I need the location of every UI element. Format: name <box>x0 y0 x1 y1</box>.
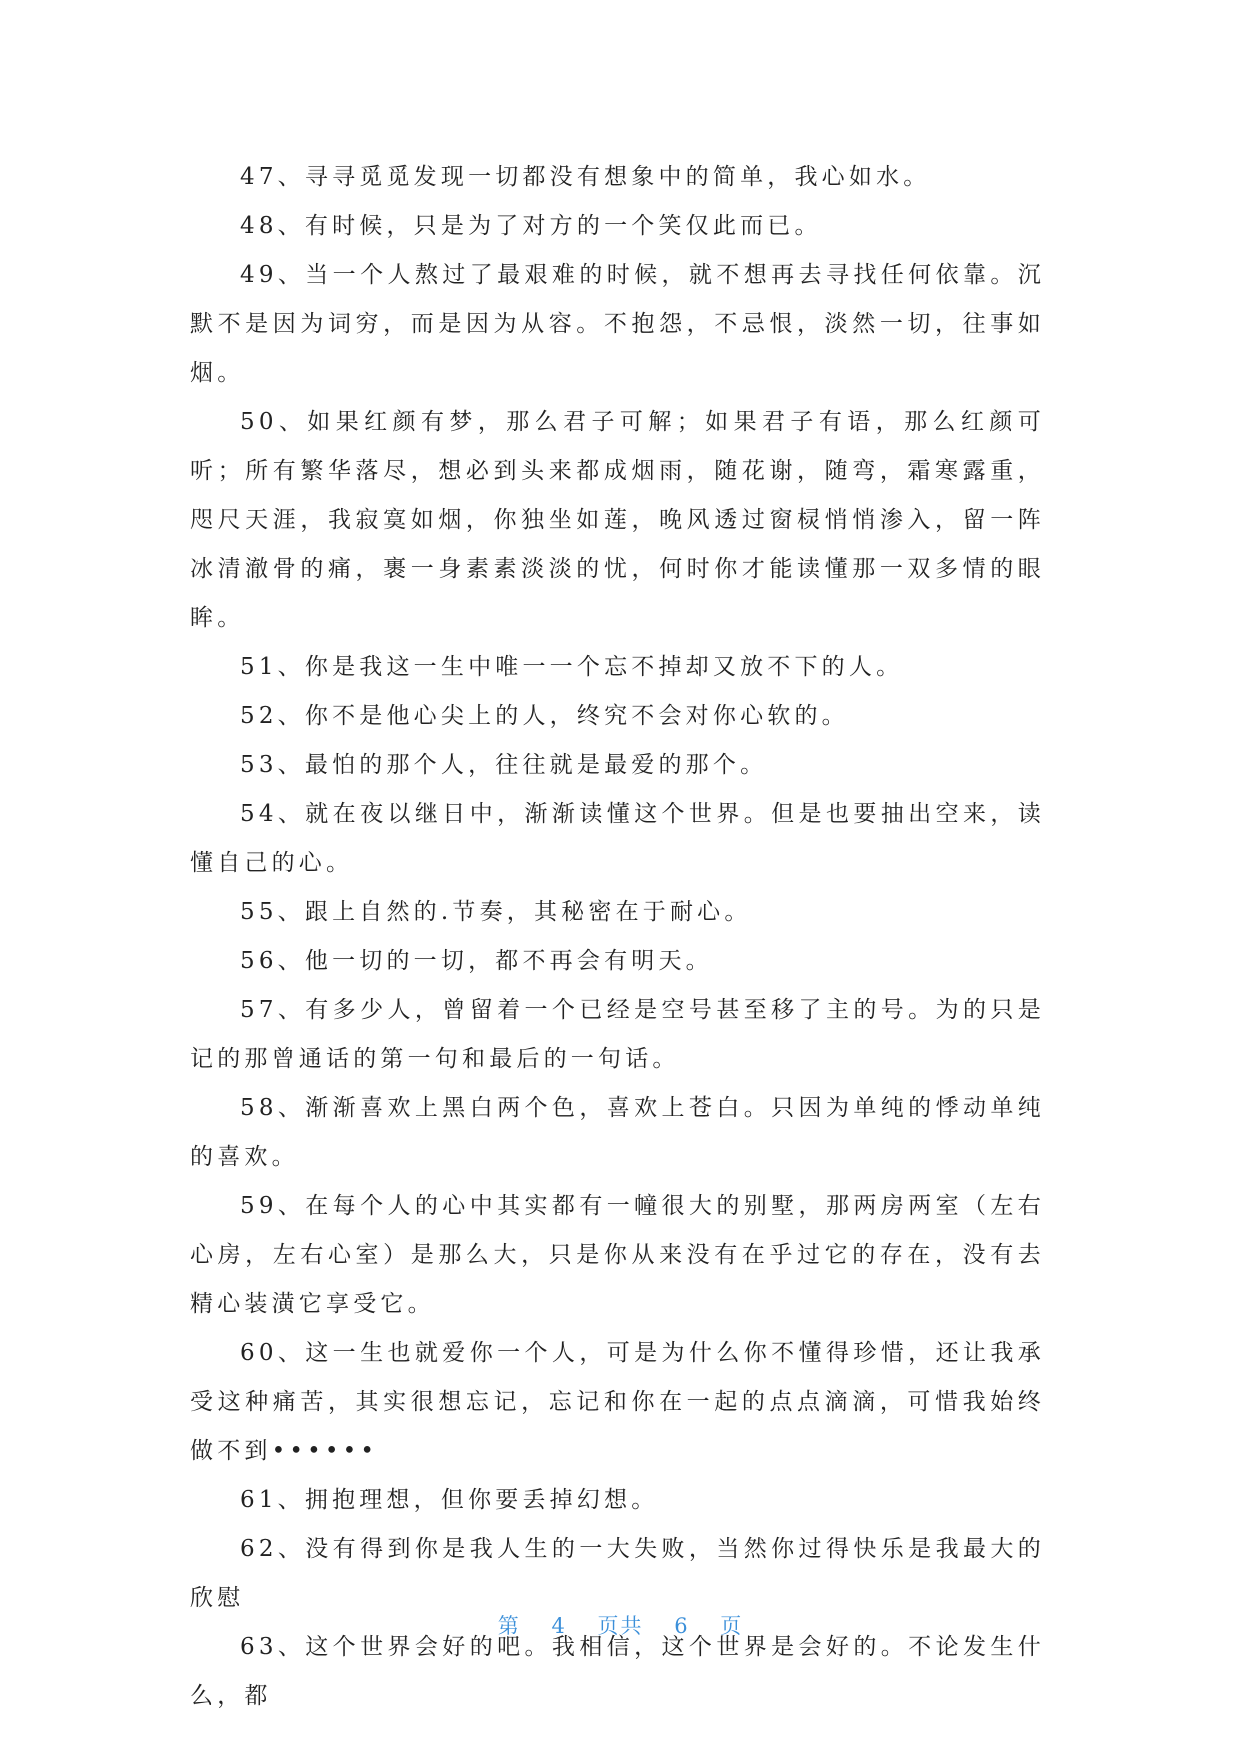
footer-prefix: 第 <box>497 1614 521 1638</box>
paragraph-63: 63、这个世界会好的吧。我相信，这个世界是会好的。不论发生什么，都 <box>190 1634 1045 1709</box>
paragraph-56: 56、他一切的一切，都不再会有明天。 <box>240 948 713 974</box>
total-page-count: 6 <box>674 1614 690 1638</box>
current-page-number: 4 <box>551 1614 567 1638</box>
footer-middle: 页共 <box>597 1614 644 1638</box>
paragraph-57: 57、有多少人，曾留着一个已经是空号甚至移了主的号。为的只是记的那曾通话的第一句和最后的一句话。 <box>190 997 1045 1072</box>
paragraph-59: 59、在每个人的心中其实都有一幢很大的别墅，那两房两室（左右心房，左右心室）是那么大，只是你从来没有在乎过它的存在，没有去精心装潢它享受它。 <box>190 1193 1045 1317</box>
paragraph-49: 49、当一个人熬过了最艰难的时候，就不想再去寻找任何依靠。沉默不是因为词穷，而是因为从容。不抱怨，不忌恨，淡然一切，往事如烟。 <box>190 262 1045 386</box>
paragraph-55: 55、跟上自然的.节奏，其秘密在于耐心。 <box>240 899 752 925</box>
paragraph-52: 52、你不是他心尖上的人，终究不会对你心软的。 <box>240 703 849 729</box>
paragraph-51: 51、你是我这一生中唯一一个忘不掉却又放不下的人。 <box>240 654 904 680</box>
paragraph-60: 60、这一生也就爱你一个人，可是为什么你不懂得珍惜，还让我承受这种痛苦，其实很想忘记，忘记和你在一起的点点滴滴，可惜我始终做不到•••••• <box>190 1340 1045 1464</box>
paragraph-47: 47、寻寻觅觅发现一切都没有想象中的简单，我心如水。 <box>240 164 931 190</box>
paragraph-53: 53、最怕的那个人，往往就是最爱的那个。 <box>240 752 768 778</box>
page-footer <box>0 1610 1241 1640</box>
footer-suffix: 页 <box>720 1614 744 1638</box>
paragraph-54: 54、就在夜以继日中，渐渐读懂这个世界。但是也要抽出空来，读懂自己的心。 <box>190 801 1045 876</box>
paragraph-50: 50、如果红颜有梦，那么君子可解；如果君子有语，那么红颜可听；所有繁华落尽，想必到头来都成烟雨，随花谢，随弯，霜寒露重，咫尺天涯，我寂寞如烟，你独坐如莲，晚风透过窗棂悄悄渗入，留一阵冰清澈骨的痛，裹一身素素淡淡的忧，何时你才能读懂那一双多情的眼眸。 <box>190 409 1045 631</box>
paragraph-48: 48、有时候，只是为了对方的一个笑仅此而已。 <box>240 213 822 239</box>
paragraph-62: 62、没有得到你是我人生的一大失败，当然你过得快乐是我最大的欣慰 <box>190 1536 1045 1611</box>
document-body <box>190 153 1045 1721</box>
paragraph-61: 61、拥抱理想，但你要丢掉幻想。 <box>240 1487 659 1513</box>
paragraph-58: 58、渐渐喜欢上黑白两个色，喜欢上苍白。只因为单纯的悸动单纯的喜欢。 <box>190 1095 1045 1170</box>
